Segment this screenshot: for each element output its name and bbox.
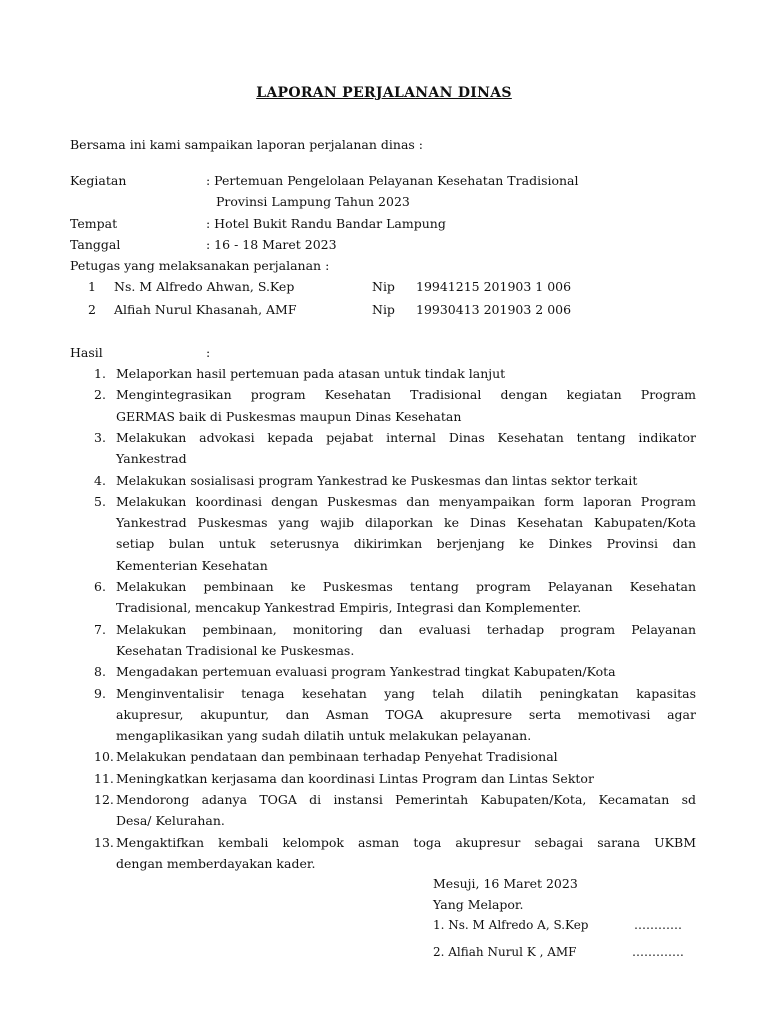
result-text-line: Melakukan pembinaan, monitoring dan evaluasi terhadap program Pelayanan — [116, 621, 696, 637]
document-title: LAPORAN PERJALANAN DINAS — [256, 85, 512, 101]
signer-name: 2. Alfiah Nurul K , AMF — [433, 945, 577, 959]
officer-name: Ns. M Alfredo Ahwan, S.Kep — [114, 279, 295, 294]
result-text-line: Meningkatkan kerjasama dan koordinasi Lintas Program dan Lintas Sektor — [116, 770, 594, 786]
petugas-label: Petugas yang melaksanakan perjalanan : — [70, 258, 330, 273]
result-text-line: Kementerian Kesehatan — [116, 557, 268, 573]
result-text-line: Desa/ Kelurahan. — [116, 813, 225, 829]
tempat-label: Tempat — [70, 216, 118, 231]
result-number: 9. — [94, 685, 106, 701]
result-text-line: Mengintegrasikan program Kesehatan Tradisional dengan kegiatan Program — [116, 387, 696, 403]
officer-nip-label: Nip — [372, 302, 395, 317]
officer-nip-label: Nip — [372, 279, 395, 294]
signer-name: 1. Ns. M Alfredo A, S.Kep — [433, 918, 589, 932]
officer-nip: 19941215 201903 1 006 — [416, 279, 572, 294]
result-text-line: Melakukan koordinasi dengan Puskesmas dan menyampaikan form laporan Program — [116, 493, 696, 509]
tanggal-label: Tanggal — [70, 237, 121, 252]
hasil-colon: : — [206, 345, 211, 360]
kegiatan-value-line1: : Pertemuan Pengelolaan Pelayanan Kesehatan Tradisional — [206, 173, 579, 188]
officer-number: 1 — [88, 279, 96, 294]
result-text-line: Kesehatan Tradisional ke Puskesmas. — [116, 642, 355, 658]
result-number: 4. — [94, 472, 106, 488]
officer-name: Alfiah Nurul Khasanah, AMF — [114, 302, 297, 317]
result-text-line: Mengadakan pertemuan evaluasi program Yankestrad tingkat Kabupaten/Kota — [116, 664, 616, 680]
result-text-line: Melakukan advokasi kepada pejabat internal Dinas Kesehatan tentang indikator — [116, 429, 696, 445]
result-number: 12. — [94, 792, 114, 807]
intro-text: Bersama ini kami sampaikan laporan perjalanan dinas : — [70, 137, 424, 152]
result-text-line: GERMAS baik di Puskesmas maupun Dinas Kesehatan — [116, 408, 462, 424]
result-number: 2. — [94, 387, 106, 403]
result-number: 7. — [94, 621, 106, 637]
tempat-value: : Hotel Bukit Randu Bandar Lampung — [206, 216, 446, 231]
result-text-line: Melakukan sosialisasi program Yankestrad ke Puskesmas dan lintas sektor terkait — [116, 472, 638, 488]
signature-place-date: Mesuji, 16 Maret 2023 — [433, 876, 578, 891]
result-number: 13. — [94, 834, 114, 850]
result-text-line: dengan memberdayakan kader. — [116, 855, 316, 871]
result-text-line: Melakukan pendataan dan pembinaan terhadap Penyehat Tradisional — [116, 749, 558, 765]
result-number: 6. — [94, 579, 106, 594]
kegiatan-label: Kegiatan — [70, 173, 127, 188]
result-text-line: akupresur, akupuntur, dan Asman TOGA akupresure serta memotivasi agar — [116, 706, 696, 722]
signature-dots: …………. — [632, 945, 684, 959]
result-text-line: Mendorong adanya TOGA di instansi Pemerintah Kabupaten/Kota, Kecamatan sd — [116, 792, 696, 807]
result-text-line: Yankestrad Puskesmas yang wajib dilaporkan ke Dinas Kesehatan Kabupaten/Kota — [116, 515, 696, 531]
result-number: 10. — [94, 749, 114, 765]
result-text-line: mengaplikasikan yang sudah dilatih untuk melakukan pelayanan. — [116, 728, 532, 744]
result-number: 11. — [94, 770, 114, 786]
result-text-line: Melakukan pembinaan ke Puskesmas tentang program Pelayanan Kesehatan — [116, 579, 696, 594]
officer-number: 2 — [88, 302, 96, 317]
result-text-line: Yankestrad — [116, 451, 187, 467]
signature-dots: ………… — [634, 918, 682, 932]
result-text-line: Menginventalisir tenaga kesehatan yang telah dilatih peningkatan kapasitas — [116, 685, 696, 701]
result-number: 3. — [94, 429, 106, 445]
result-number: 5. — [94, 493, 106, 509]
result-text-line: Mengaktifkan kembali kelompok asman toga akupresur sebagai sarana UKBM — [116, 834, 696, 850]
hasil-label: Hasil — [70, 345, 103, 360]
officer-nip: 19930413 201903 2 006 — [416, 302, 572, 317]
result-number: 1. — [94, 366, 106, 381]
result-text-line: Tradisional, mencakup Yankestrad Empiris, Integrasi dan Komplementer. — [116, 600, 582, 616]
signature-reporter-label: Yang Melapor. — [433, 897, 524, 912]
tanggal-value: : 16 - 18 Maret 2023 — [206, 237, 337, 252]
kegiatan-value-line2: Provinsi Lampung Tahun 2023 — [216, 194, 410, 209]
result-text-line: setiap bulan untuk seterusnya dikirimkan berjenjang ke Dinkes Provinsi dan — [116, 536, 696, 552]
result-text-line: Melaporkan hasil pertemuan pada atasan untuk tindak lanjut — [116, 366, 506, 381]
result-number: 8. — [94, 664, 106, 680]
